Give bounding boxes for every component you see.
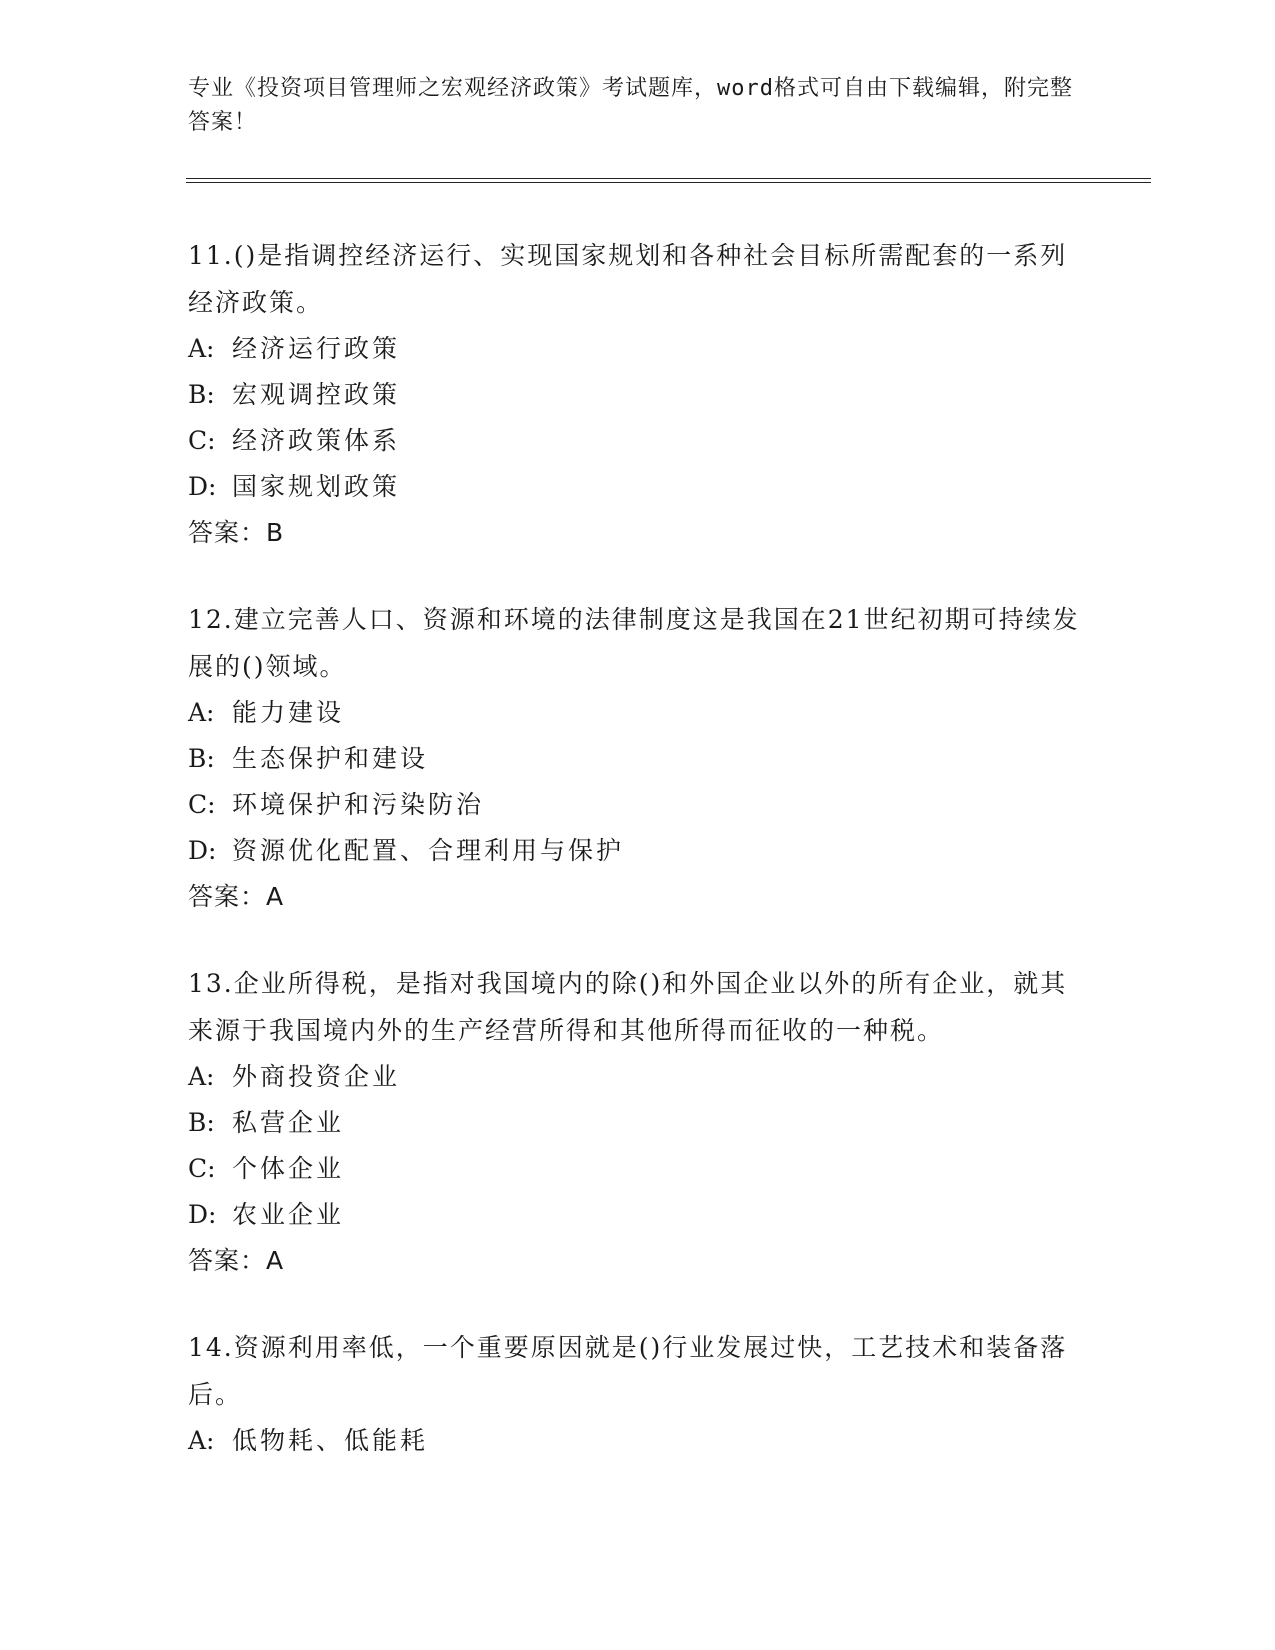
- answer-line: 答案：A: [188, 1246, 285, 1275]
- option-c: [188, 1146, 1088, 1192]
- option-d: [188, 464, 1088, 510]
- option-letter: A:: [188, 698, 215, 727]
- option-text: 经济运行政策: [232, 334, 401, 363]
- option-text: 个体企业: [232, 1154, 345, 1183]
- option-letter: C:: [188, 1154, 216, 1183]
- question-14: [188, 1324, 1088, 1464]
- question-11: [188, 232, 1088, 556]
- option-text: 环境保护和污染防治: [232, 790, 485, 819]
- document-header: 专业《投资项目管理师之宏观经济政策》考试题库，word格式可自由下载编辑，附完整答案！: [188, 76, 1073, 135]
- option-b: [188, 372, 1088, 418]
- option-letter: C:: [188, 790, 216, 819]
- option-letter: A:: [188, 1062, 215, 1091]
- option-text: 资源优化配置、合理利用与保护: [232, 836, 625, 865]
- header-divider-bottom: [186, 182, 1151, 183]
- option-c: [188, 418, 1088, 464]
- option-a: [188, 326, 1088, 372]
- answer-line: 答案：A: [188, 882, 285, 911]
- option-text: 经济政策体系: [232, 426, 401, 455]
- option-text: 农业企业: [232, 1200, 345, 1229]
- option-a: [188, 1054, 1088, 1100]
- option-text: 低物耗、低能耗: [232, 1426, 429, 1455]
- question-stem: 11.()是指调控经济运行、实现国家规划和各种社会目标所需配套的一系列经济政策。: [188, 241, 1068, 317]
- option-a: [188, 690, 1088, 736]
- question-stem: 12.建立完善人口、资源和环境的法律制度这是我国在21世纪初期可持续发展的()领域。: [188, 605, 1080, 681]
- option-text: 私营企业: [232, 1108, 345, 1137]
- header-divider-top: [186, 178, 1151, 179]
- option-text: 外商投资企业: [232, 1062, 401, 1091]
- option-letter: A:: [188, 334, 215, 363]
- option-a: [188, 1418, 1088, 1464]
- option-letter: B:: [188, 380, 215, 409]
- option-letter: D:: [188, 1200, 217, 1229]
- option-c: [188, 782, 1088, 828]
- option-letter: B:: [188, 744, 215, 773]
- question-12: [188, 596, 1088, 920]
- question-13: [188, 960, 1088, 1284]
- option-letter: A:: [188, 1426, 215, 1455]
- option-d: [188, 828, 1088, 874]
- option-b: [188, 1100, 1088, 1146]
- option-letter: C:: [188, 426, 216, 455]
- question-stem: 14.资源利用率低，一个重要原因就是()行业发展过快，工艺技术和装备落后。: [188, 1333, 1068, 1409]
- option-text: 能力建设: [232, 698, 345, 727]
- option-text: 生态保护和建设: [232, 744, 429, 773]
- option-letter: B:: [188, 1108, 215, 1137]
- question-stem: 13.企业所得税，是指对我国境内的除()和外国企业以外的所有企业，就其来源于我国境内外的生产经营所得和其他所得而征收的一种税。: [188, 969, 1068, 1045]
- option-b: [188, 736, 1088, 782]
- option-text: 宏观调控政策: [232, 380, 401, 409]
- option-letter: D:: [188, 836, 217, 865]
- option-d: [188, 1192, 1088, 1238]
- option-text: 国家规划政策: [232, 472, 401, 501]
- answer-line: 答案：B: [188, 518, 285, 547]
- option-letter: D:: [188, 472, 217, 501]
